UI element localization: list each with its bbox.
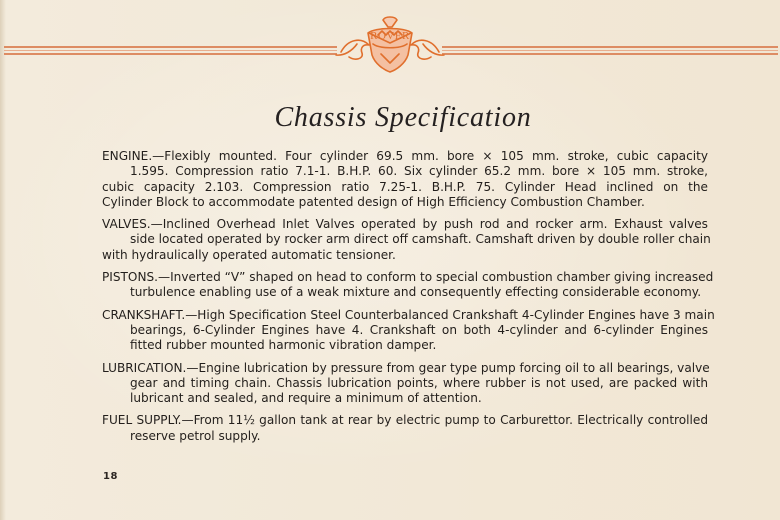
spec-line: 1.595. Compression ratio 7.1-1. B.H.P. 60. Six cylinder 65.2 mm. bore × 105 mm. stroke, xyxy=(130,164,708,179)
spec-line: with hydraulically operated automatic tensioner. xyxy=(102,247,396,262)
engine-spec xyxy=(102,149,714,210)
page-title: Chassis Specification xyxy=(274,102,532,133)
valves-spec xyxy=(102,217,714,263)
fuel-supply-spec xyxy=(102,413,714,444)
spec-line: —Flexibly mounted. Four cylinder 69.5 mm. bore × 105 mm. stroke, cubic capacity xyxy=(152,149,708,163)
spec-line: fitted rubber mounted harmonic vibration damper. xyxy=(130,338,437,353)
spec-line: reserve petrol supply. xyxy=(130,428,261,443)
page-number: 18 xyxy=(103,471,118,482)
spec-line: —Inclined Overhead Inlet Valves operated by push rod and rocker arm. Exhaust valves xyxy=(150,217,708,232)
spec-line: —Inverted “V” shaped on head to conform to special combustion chamber giving increased xyxy=(158,270,714,285)
left-decorative-rule xyxy=(4,46,337,55)
specification-list xyxy=(102,149,714,451)
spec-line: —Engine lubrication by pressure from gear type pump forcing oil to all bearings, valve xyxy=(186,360,710,375)
spec-line: —High Specification Steel Counterbalanced Crankshaft 4-Cylinder Engines have 3 main xyxy=(185,307,715,322)
spec-heading: LUBRICATION. xyxy=(102,360,187,375)
emblem-text: ROVER xyxy=(370,30,410,42)
page-binding-edge xyxy=(0,0,6,520)
lubrication-spec xyxy=(102,361,714,407)
spec-line: turbulence enabling use of a weak mixture and consequently effecting considerable economy. xyxy=(130,285,702,300)
spec-heading: ENGINE. xyxy=(102,149,153,163)
spec-line: gear and timing chain. Chassis lubrication points, where rubber is not used, are packed with xyxy=(130,375,708,390)
spec-line: lubricant and sealed, and require a minimum of attention. xyxy=(130,391,482,406)
right-decorative-rule xyxy=(442,46,778,55)
spec-line: side located operated by rocker arm direct off camshaft. Camshaft driven by double roller chain xyxy=(130,232,711,247)
rover-emblem-icon xyxy=(330,12,450,78)
spec-heading: VALVES. xyxy=(102,217,151,232)
spec-line: cubic capacity 2.103. Compression ratio 7.25-1. B.H.P. 75. Cylinder Head inclined on the xyxy=(102,179,708,194)
spec-heading: PISTONS. xyxy=(102,270,159,285)
spec-heading: FUEL SUPPLY. xyxy=(102,413,182,428)
spec-line: bearings, 6-Cylinder Engines have 4. Crankshaft on both 4-cylinder and 6-cylinder Engines xyxy=(130,322,708,337)
crankshaft-spec xyxy=(102,308,714,354)
spec-heading: CRANKSHAFT. xyxy=(102,307,186,322)
spec-line: —From 11½ gallon tank at rear by electric pump to Carburettor. Electrically controlled xyxy=(181,413,708,428)
spec-line: Cylinder Block to accommodate patented design of High Efficiency Combustion Chamber. xyxy=(102,194,645,209)
pistons-spec xyxy=(102,270,714,301)
